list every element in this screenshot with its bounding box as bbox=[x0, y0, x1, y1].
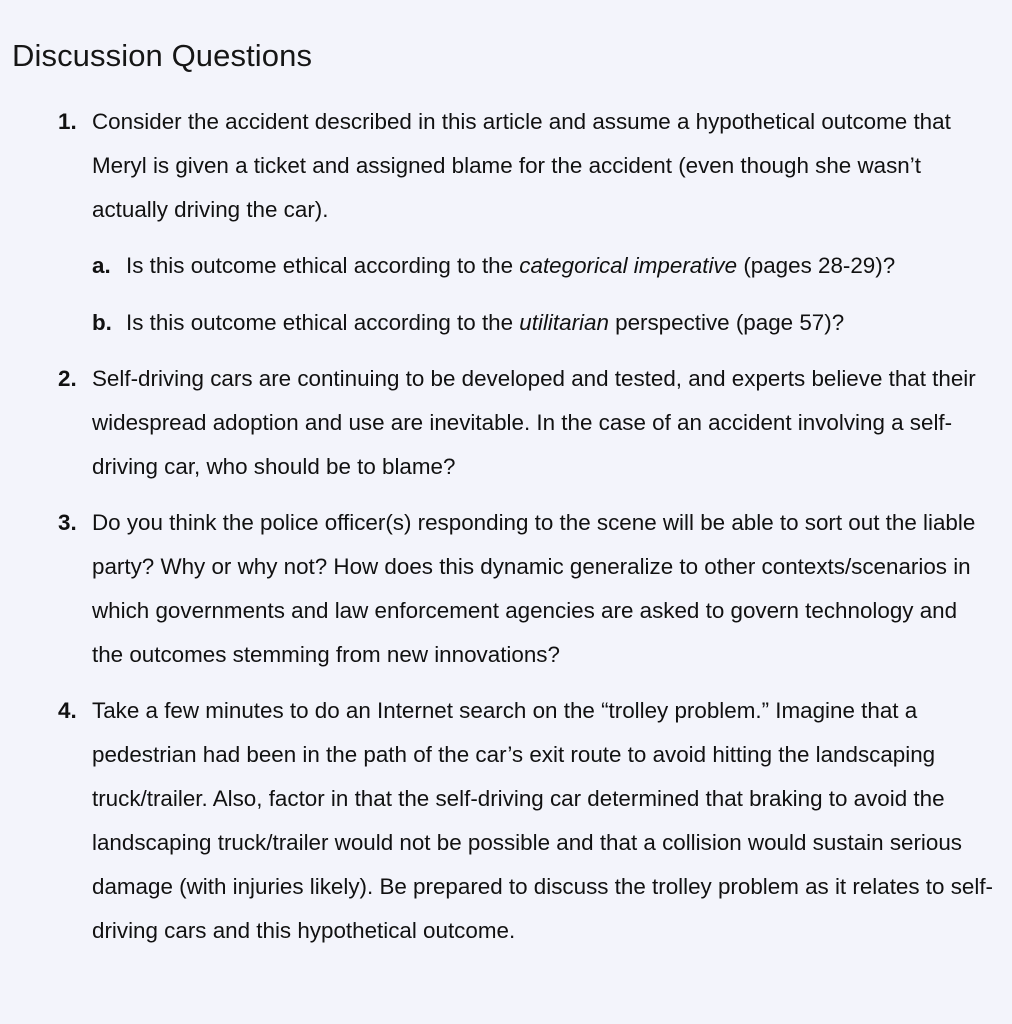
question-item-1 bbox=[0, 100, 1012, 345]
question-number: 4. bbox=[58, 698, 77, 723]
sub-question-b bbox=[92, 301, 994, 345]
question-number: 2. bbox=[58, 366, 77, 391]
sub-question-text: Is this outcome ethical according to the bbox=[126, 310, 520, 335]
question-text: Self-driving cars are continuing to be developed and tested, and experts believe that their widespread adoption and use are inevitable. In the case of an accident involving a self-driving car, who should be to blame? bbox=[92, 366, 976, 479]
question-item-2 bbox=[0, 357, 1012, 489]
question-text: Take a few minutes to do an Internet search on the “trolley problem.” Imagine that a pedestrian had been in the path of the car’s exit route to avoid hitting the landscaping truck/trailer. Also, factor in that the self-driving car determined that braking to avoid the landscaping truck/trailer would not be possible and that a collision would sustain serious damage (with injuries likely). Be prepared to discuss the trolley problem as it relates to self-driving cars and this hypothetical outcome. bbox=[92, 698, 993, 943]
question-item-4 bbox=[0, 689, 1012, 953]
question-list bbox=[0, 100, 1012, 965]
sub-question-text-end: (pages 28-29)? bbox=[737, 253, 896, 278]
question-number: 3. bbox=[58, 510, 77, 535]
page-title: Discussion Questions bbox=[12, 38, 313, 73]
sub-question-letter: a. bbox=[92, 253, 111, 278]
sub-question-term: categorical imperative bbox=[519, 253, 738, 278]
sub-question-a bbox=[92, 244, 994, 288]
question-text: Consider the accident described in this article and assume a hypothetical outcome that Meryl is given a ticket and assigned blame for the accident (even though she wasn’t actually driving the car). bbox=[92, 109, 951, 222]
sub-question-text-end: perspective (page 57)? bbox=[608, 310, 845, 335]
question-item-3 bbox=[0, 501, 1012, 677]
question-number: 1. bbox=[58, 109, 77, 134]
question-text: Do you think the police officer(s) responding to the scene will be able to sort out the liable party? Why or why not? How does this dynamic generalize to other contexts/scenarios in which governments and law enforcement agencies are asked to govern technology and the outcomes stemming from new innovations? bbox=[92, 510, 976, 667]
sub-question-term: utilitarian bbox=[519, 310, 609, 335]
sub-question-letter: b. bbox=[92, 310, 112, 335]
sub-question-text: Is this outcome ethical according to the bbox=[126, 253, 520, 278]
sub-question-list bbox=[92, 244, 994, 345]
